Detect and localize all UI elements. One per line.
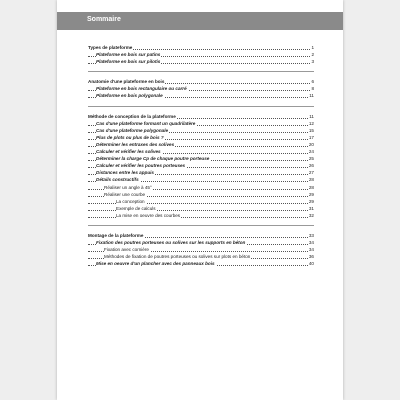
toc-section [88, 44, 314, 65]
toc-entry[interactable] [88, 92, 314, 99]
toc-entry-title: Détails constructifs [96, 177, 139, 183]
section-divider [88, 71, 314, 73]
toc-entry-title: Plus de plots ou plus de bois ? [96, 134, 164, 140]
toc-entry[interactable] [88, 134, 314, 141]
section-divider [88, 225, 314, 227]
toc-entry[interactable] [88, 232, 314, 239]
page-header-bar [57, 12, 343, 30]
toc-entry-page: 34 [308, 240, 314, 246]
toc-section [88, 113, 314, 219]
section-gap [88, 65, 314, 69]
toc-entry[interactable] [88, 212, 314, 219]
toc-entry-title: Plateforme en bois rectangulaire ou carré [96, 86, 187, 92]
toc-entry[interactable] [88, 176, 314, 183]
toc-entry-title: Plateforme en bois polygonale [96, 93, 163, 99]
toc-entry-page: 29 [308, 198, 314, 204]
toc-entry[interactable] [88, 169, 314, 176]
toc-entry-title: Fixation des poutres porteuses ou solives sur les supports en béton [96, 240, 246, 246]
toc-entry-page: 24 [308, 149, 314, 155]
toc-entry[interactable] [88, 78, 314, 85]
toc-section [88, 78, 314, 99]
toc-entry[interactable] [88, 44, 314, 51]
toc-entry[interactable] [88, 162, 314, 169]
toc-entry-title: La mise en oeuvre des courbes [116, 212, 181, 218]
toc-entry[interactable] [88, 253, 314, 260]
toc-entry-title: Déterminer la charge Cp de chaque poutre porteuse [96, 156, 210, 162]
toc-entry[interactable] [88, 155, 314, 162]
toc-entry-page: 17 [308, 134, 314, 140]
toc-entry-page: 29 [308, 191, 314, 197]
toc-entry-page: 20 [308, 141, 314, 147]
toc-entry[interactable] [88, 184, 314, 191]
toc-entry-title: Mise en oeuvre d'un plancher avec des panneaux bois [96, 261, 215, 267]
toc-entry-title: Cas d'une plateforme polygonale [96, 127, 169, 133]
section-gap [88, 100, 314, 104]
toc-entry-title: Montage de la plateforme [88, 232, 144, 238]
toc-entry-title: Déterminer les entraxes des solives [96, 141, 175, 147]
toc-entry-page: 1 [311, 45, 314, 50]
section-gap [88, 219, 314, 223]
toc-entry-page: 28 [308, 177, 314, 183]
toc-entry-title: Plateforme en bois sur patins [96, 52, 161, 58]
toc-entry[interactable] [88, 148, 314, 155]
toc-entry[interactable] [88, 198, 314, 205]
toc-entry-title: Types de plateforme [88, 45, 133, 50]
toc-entry[interactable] [88, 127, 314, 134]
toc-entry[interactable] [88, 120, 314, 127]
toc-entry-page: 27 [308, 170, 314, 176]
toc-entry[interactable] [88, 239, 314, 246]
toc-entry-title: Méthodes de fixation de poutres porteuses ou solives sur plots en béton [104, 254, 251, 260]
toc-entry[interactable] [88, 58, 314, 65]
toc-entry[interactable] [88, 246, 314, 253]
toc-entry[interactable] [88, 85, 314, 92]
toc-entry[interactable] [88, 191, 314, 198]
toc-entry[interactable] [88, 205, 314, 212]
toc-entry-page: 11 [309, 93, 314, 99]
toc-entry-page: 32 [308, 212, 314, 218]
toc-entry-page: 6 [311, 79, 314, 85]
toc-entry-page: 36 [308, 254, 314, 260]
toc-entry-title: Exemple de calculs [116, 205, 156, 211]
toc-entry[interactable] [88, 51, 314, 58]
toc-entry-title: Réaliser une courbe [104, 191, 146, 197]
toc-entry-title: Cas d'une plateforme formant un quadrilatère [96, 120, 196, 126]
toc-entry-page: 2 [311, 52, 314, 58]
toc-entry-page: 40 [308, 261, 314, 267]
toc-entry-page: 11 [309, 113, 314, 119]
toc-entry-page: 26 [308, 163, 314, 169]
toc-entry-title: Distances entre les appuis [96, 170, 154, 176]
toc-entry-title: Plateforme en bois sur pilotis [96, 59, 161, 65]
toc-entry-page: 31 [308, 205, 314, 211]
section-divider [88, 106, 314, 108]
toc-entry-page: 3 [311, 59, 314, 65]
toc-entry-page: 15 [308, 127, 314, 133]
toc-entry-page: 34 [308, 247, 314, 253]
toc-entry-title: Réaliser un angle à 45° [104, 184, 152, 190]
toc-entry[interactable] [88, 141, 314, 148]
toc-entry-title: Fixation avec cornière [104, 247, 149, 253]
page-title: Sommaire [87, 16, 121, 23]
toc-entry[interactable] [88, 113, 314, 120]
toc-entry[interactable] [88, 260, 314, 267]
toc-entry-title: Anatomie d'une plateforme en bois [88, 79, 165, 85]
toc-section [88, 232, 314, 267]
toc-entry-page: 12 [308, 120, 314, 126]
toc-entry-title: Calculer et vérifier les poutres porteuses [96, 163, 186, 169]
toc-entry-page: 25 [308, 156, 314, 162]
table-of-contents [88, 44, 314, 267]
toc-entry-title: La conception [116, 198, 145, 204]
toc-entry-title: Calculer et vérifier les solives [96, 149, 161, 155]
toc-entry-page: 28 [308, 184, 314, 190]
toc-entry-title: Méthode de conception de la plateforme [88, 113, 176, 119]
toc-entry-page: 33 [308, 232, 314, 238]
toc-entry-page: 8 [311, 86, 314, 92]
